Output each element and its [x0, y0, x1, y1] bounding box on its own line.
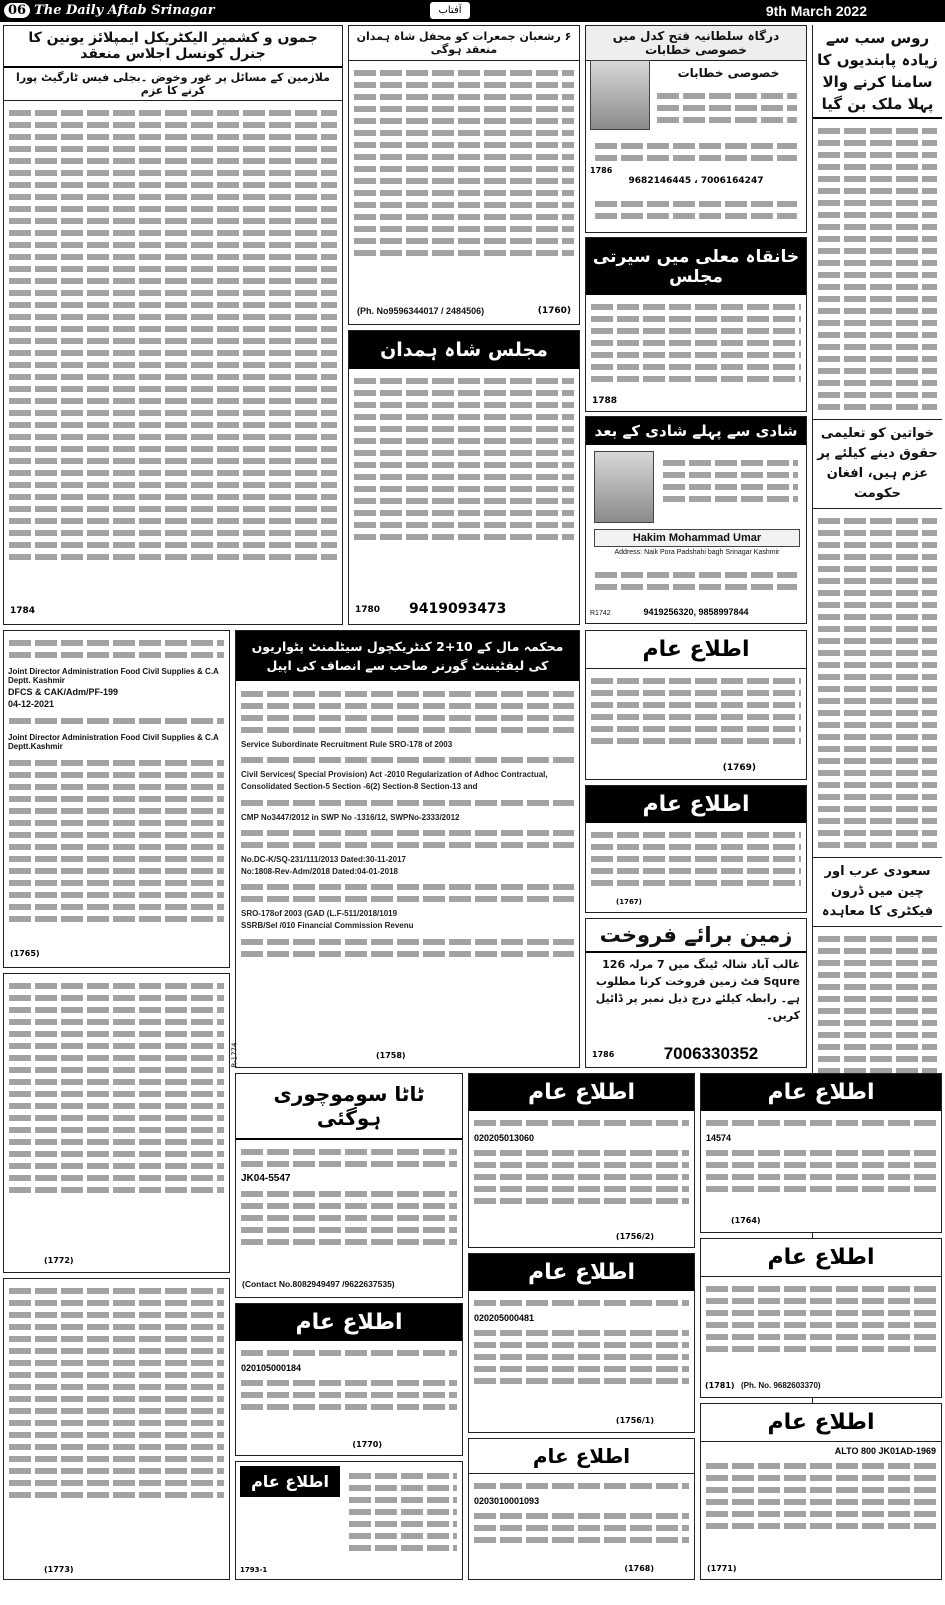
masthead-date: 9th March 2022 — [765, 3, 867, 19]
notice-majlis-shah-hamdan — [348, 330, 580, 625]
shaban-title: ۶ رشعبان جمعرات کو محفل شاہ ہمدان منعقد ہوگی — [349, 26, 579, 61]
ittila6-body — [236, 1341, 462, 1419]
patwari-en-3: No.DC-K/SQ-231/111/2013 Dated:30-11-2017 — [241, 854, 406, 864]
small1-body — [4, 974, 229, 1202]
notice-ittila-10 — [700, 1403, 942, 1580]
ittila10-body — [701, 1442, 941, 1538]
joint-body-mid — [4, 709, 229, 733]
ittila8-ref: (1764) — [731, 1216, 761, 1225]
patwari-ref2: R-1774 — [230, 1042, 239, 1068]
tata-body — [236, 1140, 462, 1254]
darga-body — [652, 84, 802, 132]
ittila7-title: اطلاع عام — [240, 1466, 340, 1497]
union-subtitle: ملازمین کے مسائل پر غور وخوض ۔بجلی فیس ٹارگیٹ پورا کرنے کا عزم — [4, 68, 342, 101]
patwari-en-2: CMP No3447/2012 in SWP No -1316/12, SWPNo-2333/2012 — [241, 812, 460, 822]
darga-contacts: 7006164247 ، 9682146445 — [628, 176, 764, 186]
majlis-ref: 1780 — [355, 605, 381, 615]
shadi-photo — [594, 451, 654, 523]
patwari-ref: (1758) — [376, 1051, 406, 1060]
ittila1-title: اطلاع عام — [586, 631, 806, 669]
majlis-body — [349, 369, 579, 549]
zameen-title: زمین برائے فروخت — [586, 919, 806, 953]
ittila4-body — [469, 1291, 694, 1393]
ittila7-ref: 1793-1 — [240, 1566, 268, 1574]
masthead-paper: 06 The Daily Aftab Srinagar — [4, 3, 215, 18]
darga-body-3 — [590, 192, 802, 228]
body-russia — [813, 119, 942, 419]
news-electrical-union — [3, 25, 343, 625]
darga-speaker-photo — [590, 60, 650, 130]
joint-en-4: Joint Director Administration Food Civil Supplies & C.A Deptt.Kashmir — [8, 733, 219, 751]
patwari-body — [236, 681, 579, 966]
headline-russia: روس سب سے زیادہ پابندیوں کا سامنا کرنے والا پہلا ملک بن گیا — [813, 25, 942, 119]
joint-body-bottom — [4, 751, 229, 931]
khanqah-title: خانقاہ معلی میں سیرتی مجلس — [586, 238, 806, 295]
patwari-en-6: SSRB/Sel /010 Financial Commission Revenu — [241, 921, 414, 931]
ittila6-ref: (1770) — [352, 1440, 382, 1449]
ittila3-body — [469, 1111, 694, 1213]
notice-patwari-appeal — [230, 630, 580, 1068]
shaban-body — [349, 61, 579, 265]
ad-shadi — [585, 416, 807, 624]
ittila5-title: اطلاع عام — [469, 1439, 694, 1474]
notice-khanqah — [585, 237, 807, 412]
ittila6-title: اطلاع عام — [236, 1304, 462, 1341]
ittila4-meter: 020205000481 — [474, 1313, 535, 1323]
notice-ittila-9 — [700, 1238, 942, 1398]
ittila10-title: اطلاع عام — [701, 1404, 941, 1442]
masthead-logo: آفتاب — [430, 2, 470, 19]
shadi-phone: 9419256320, 9858997844 — [643, 607, 749, 617]
tata-reg: JK04-5547 — [241, 1173, 291, 1184]
ad-zameen-farokht — [585, 918, 807, 1068]
shaban-ref: (1760) — [537, 306, 571, 316]
zameen-ref: 1786 — [592, 1050, 615, 1059]
patwari-en-1: Civil Services( Special Provision) Act -2010 Regularization of Adhoc Contractual, Consolidated Section-5 Section -6(2) Section-8 Section-13 and — [241, 770, 548, 792]
ittila10-ref: (1771) — [707, 1564, 737, 1573]
patwari-title: محکمہ مال کے 10+2 کنٹریکچول سیٹلمنٹ پٹواریوں کی لیفٹیننٹ گورنر صاحب سے انصاف کی اپیل — [236, 631, 579, 681]
notice-shaban — [348, 25, 580, 325]
darga-label: خصوصی خطابات — [677, 66, 780, 80]
ittila10-reg: ALTO 800 JK01AD-1969 — [834, 1446, 936, 1456]
ittila3-title: اطلاع عام — [469, 1074, 694, 1111]
notice-ittila-2 — [585, 785, 807, 913]
majlis-phone: 9419093473 — [409, 601, 507, 617]
notice-tata-sumo — [235, 1073, 463, 1298]
union-ref: 1784 — [10, 606, 36, 616]
joint-en-2: DFCS & CAK/Adm/PF-199 — [8, 687, 119, 697]
ittila8-body — [701, 1111, 941, 1201]
patwari-en-0: Service Subordinate Recruitment Rule SRO-178 of 2003 — [241, 740, 453, 749]
joint-en-1: Joint Director Administration Food Civil Supplies & C.A Deptt. Kashmir — [8, 667, 219, 685]
ittila2-title: اطلاع عام — [586, 786, 806, 823]
ittila6-meter: 020105000184 — [241, 1363, 302, 1373]
shadi-timings — [590, 563, 802, 599]
zameen-text: غالب آباد شالہ ٹینگ میں 7 مرلہ 126 Squre فٹ زمین فروخت کرنا مطلوب ہے۔ رابطہ کیلئے درج ذیل نمبر پر ڈائیل کریں۔ — [595, 958, 800, 1022]
tata-title: ٹاٹا سوموچوری ہوگئی — [236, 1074, 462, 1140]
ittila1-body — [586, 669, 806, 753]
ittila9-ref: (1781) — [705, 1381, 735, 1390]
ittila5-body — [469, 1474, 694, 1552]
joint-ref: (1765) — [10, 949, 40, 958]
masthead-bar — [0, 0, 945, 22]
headline-afghan: خواتین کو تعلیمی حقوق دینے کیلئے پر عزم ہیں، افغان حکومت — [813, 419, 942, 509]
darga-body-2 — [590, 134, 802, 170]
union-title: جموں و کشمیر الیکٹریکل ایمپلائز یونین کا جنرل کونسل اجلاس منعقد — [4, 26, 342, 68]
notice-ittila-4 — [468, 1253, 695, 1433]
ittila9-body — [701, 1277, 941, 1361]
notice-joint-director — [3, 630, 230, 968]
ittila9-contact: (Ph. No. 9682603370) — [741, 1381, 821, 1390]
tata-contact: (Contact No.8082949497 /9622637535) — [242, 1279, 395, 1289]
patwari-en-5: SRO-178of 2003 (GAD (L.F-511/2018/1019 — [241, 909, 398, 919]
notice-small-1 — [3, 973, 230, 1273]
ittila8-title: اطلاع عام — [701, 1074, 941, 1111]
shaban-contact: (Ph. No9596344017 / 2484506) — [357, 306, 485, 316]
ittila2-body — [586, 823, 806, 895]
khanqah-body — [586, 295, 806, 391]
notice-ittila-3 — [468, 1073, 695, 1248]
small2-ref: (1773) — [44, 1565, 74, 1574]
page-number: 06 — [4, 3, 30, 18]
body-afghan — [813, 509, 942, 857]
ittila8-meter: 14574 — [706, 1133, 732, 1143]
notice-ittila-1 — [585, 630, 807, 780]
joint-en-3: 04-12-2021 — [8, 699, 55, 709]
ittila1-ref: (1769) — [722, 763, 756, 773]
headline-saudi: سعودی عرب اور چین میں ڈرون فیکٹری کا معاہدہ — [813, 857, 942, 927]
notice-ittila-5 — [468, 1438, 695, 1580]
ittila5-ref: (1768) — [624, 1564, 654, 1573]
darga-title: درگاہ سلطانیہ فتح کدل میں خصوصی خطابات — [586, 26, 806, 61]
ittila4-ref: (1756/1) — [615, 1416, 654, 1425]
ittila5-meter: 0203010001093 — [474, 1496, 540, 1506]
notice-darga-sultania — [585, 25, 807, 233]
shadi-address: Address: Naik Pora Padshahi bagh Srinagar Kashmir — [614, 549, 780, 556]
small2-body — [4, 1279, 229, 1507]
shadi-name: Hakim Mohammad Umar — [594, 529, 800, 547]
shadi-title: شادی سے پہلے شادی کے بعد — [586, 417, 806, 445]
patwari-en-4: No:1808-Rev-Adm/2018 Dated:04-01-2018 — [241, 867, 398, 877]
notice-ittila-8 — [700, 1073, 942, 1233]
ittila7-body — [344, 1464, 462, 1560]
union-body — [4, 101, 342, 569]
ittila4-title: اطلاع عام — [469, 1254, 694, 1291]
ittila3-meter: 020205013060 — [474, 1133, 535, 1143]
majlis-title: مجلس شاہ ہمدان — [349, 331, 579, 369]
ittila9-title: اطلاع عام — [701, 1239, 941, 1277]
ittila3-ref: (1756/2) — [615, 1232, 654, 1241]
ittila2-ref: (1767) — [616, 898, 642, 906]
darga-ref: 1786 — [590, 166, 613, 175]
notice-ittila-6 — [235, 1303, 463, 1456]
zameen-phone: 7006330352 — [663, 1044, 759, 1063]
notice-ittila-7 — [235, 1461, 463, 1580]
khanqah-ref: 1788 — [592, 396, 618, 406]
shadi-ref: R1742 — [590, 610, 611, 617]
shadi-body — [658, 451, 803, 511]
notice-small-2 — [3, 1278, 230, 1580]
small1-ref: (1772) — [44, 1256, 74, 1265]
joint-body-top — [4, 631, 229, 667]
